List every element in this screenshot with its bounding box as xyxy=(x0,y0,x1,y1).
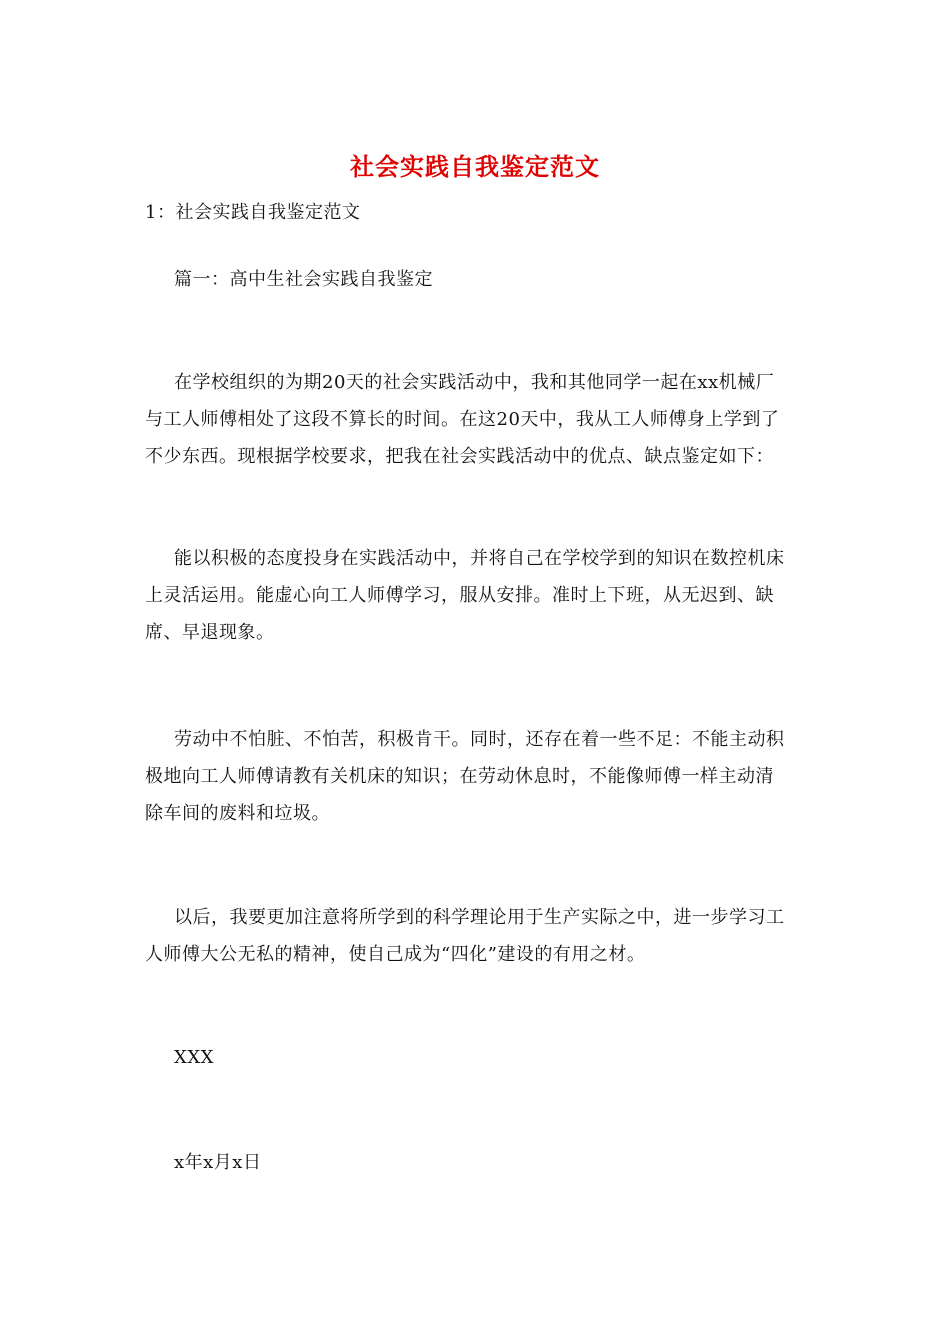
paragraph-3-line-2: 极地向工人师傅请教有关机床的知识；在劳动休息时，不能像师傅一样主动清 xyxy=(145,766,774,787)
paragraph-2-line-3: 席、早退现象。 xyxy=(145,622,275,643)
paragraph-4-line-2: 人师傅大公无私的精神，使自己成为“四化”建设的有用之材。 xyxy=(145,944,646,965)
paragraph-3 xyxy=(145,721,810,832)
paragraph-2-line-1: 能以积极的态度投身在实践活动中，并将自己在学校学到的知识在数控机床 xyxy=(174,548,785,569)
paragraph-1-line-2: 与工人师傅相处了这段不算长的时间。在这20天中，我从工人师傅身上学到了 xyxy=(145,409,780,430)
paragraph-1-line-1: 在学校组织的为期20天的社会实践活动中，我和其他同学一起在xx机械厂 xyxy=(174,372,775,393)
heading-number: 1：社会实践自我鉴定范文 xyxy=(145,202,361,223)
paragraph-1-line-3: 不少东西。现根据学校要求，把我在社会实践活动中的优点、缺点鉴定如下： xyxy=(145,446,774,467)
paragraph-2-line-2: 上灵活运用。能虚心向工人师傅学习，服从安排。准时上下班，从无迟到、缺 xyxy=(145,585,774,606)
paragraph-1 xyxy=(145,364,810,475)
paragraph-3-line-3: 除车间的废料和垃圾。 xyxy=(145,803,330,824)
paragraph-4 xyxy=(145,899,810,973)
paragraph-2 xyxy=(145,540,810,651)
paragraph-3-line-1: 劳动中不怕脏、不怕苦，积极肯干。同时，还存在着一些不足：不能主动积 xyxy=(174,729,785,750)
date: x年x月x日 xyxy=(174,1152,262,1173)
section-title: 篇一：高中生社会实践自我鉴定 xyxy=(174,269,433,290)
paragraph-4-line-1: 以后，我要更加注意将所学到的科学理论用于生产实际之中，进一步学习工 xyxy=(174,907,785,928)
signature: XXX xyxy=(174,1047,214,1068)
document-title: 社会实践自我鉴定范文 xyxy=(350,152,600,181)
